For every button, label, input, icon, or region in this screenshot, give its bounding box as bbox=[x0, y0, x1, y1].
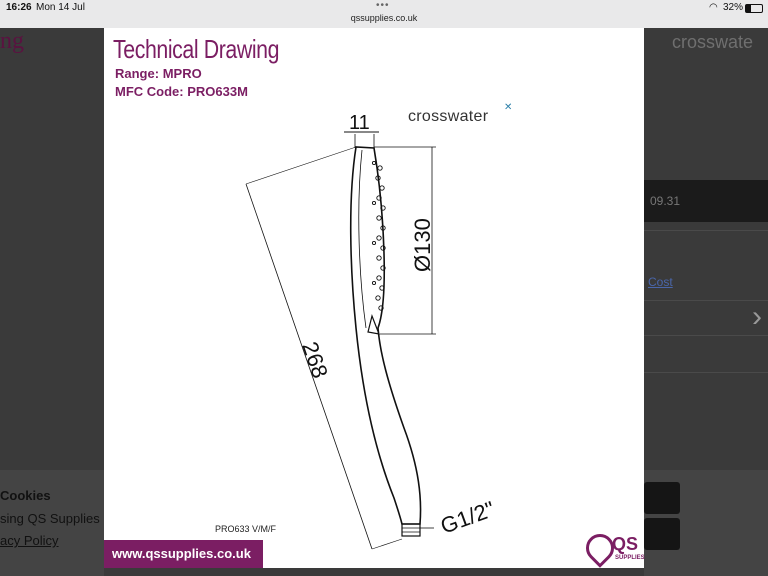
thread-connector bbox=[402, 524, 420, 536]
cookie-title: Cookies bbox=[0, 488, 51, 503]
crosswater-x-icon: ✕ bbox=[504, 102, 513, 113]
wifi-icon: ◠ bbox=[709, 2, 718, 13]
background-link[interactable]: Cost bbox=[648, 275, 673, 289]
range-value: MPRO bbox=[162, 66, 202, 81]
qs-logo-sub: SUPPLIES bbox=[615, 555, 645, 561]
status-date: Mon 14 Jul bbox=[36, 2, 85, 13]
crosswater-logo: crosswater bbox=[408, 108, 489, 125]
cookie-text: sing QS Supplies bbox=[0, 511, 100, 526]
dim-diameter-text: Ø130 bbox=[410, 218, 435, 272]
background-divider bbox=[644, 230, 768, 231]
dim-length-ext-top bbox=[246, 147, 356, 184]
status-time: 16:26 bbox=[6, 2, 32, 13]
dim-length-ext-bottom bbox=[372, 539, 402, 549]
background-divider bbox=[644, 335, 768, 336]
next-image-chevron-icon[interactable]: › bbox=[752, 300, 762, 333]
footer-url: www.qssupplies.co.uk bbox=[112, 546, 251, 561]
footer-url-bar bbox=[104, 540, 263, 568]
model-code: PRO633 V/M/F bbox=[215, 524, 277, 534]
technical-drawing-image[interactable] bbox=[104, 28, 644, 568]
range-label: Range: bbox=[115, 66, 160, 81]
background-brand: crosswate bbox=[672, 32, 754, 52]
background-price-bar bbox=[644, 180, 768, 222]
background-heading-fragment: ng bbox=[0, 28, 24, 54]
drawing-title: Technical Drawing bbox=[113, 34, 280, 64]
handset-button bbox=[368, 316, 379, 334]
background-price: 09.31 bbox=[650, 194, 681, 208]
shower-handset-drawing bbox=[104, 28, 644, 568]
dim-width-text: 11 bbox=[349, 112, 370, 134]
background-divider bbox=[644, 300, 768, 301]
battery-percent: 32% bbox=[723, 2, 744, 13]
battery-icon bbox=[745, 4, 763, 13]
status-bar bbox=[0, 0, 768, 28]
background-divider bbox=[644, 372, 768, 373]
cookie-settings-button[interactable] bbox=[644, 518, 680, 550]
dim-thread-text: G1/2" bbox=[437, 496, 498, 539]
mfc-label: MFC Code: bbox=[115, 84, 184, 99]
handset-inner-line bbox=[359, 150, 366, 328]
mfc-value: PRO633M bbox=[187, 84, 248, 99]
handset-outline bbox=[351, 147, 421, 524]
dim-length-text: 268 bbox=[297, 338, 333, 382]
privacy-policy-link[interactable]: acy Policy bbox=[0, 533, 59, 548]
qs-logo-text: QS bbox=[612, 534, 639, 554]
cookie-accept-button[interactable] bbox=[644, 482, 680, 514]
address-bar-url[interactable]: qssupplies.co.uk bbox=[350, 13, 418, 23]
more-dots-icon[interactable]: ••• bbox=[376, 0, 390, 11]
